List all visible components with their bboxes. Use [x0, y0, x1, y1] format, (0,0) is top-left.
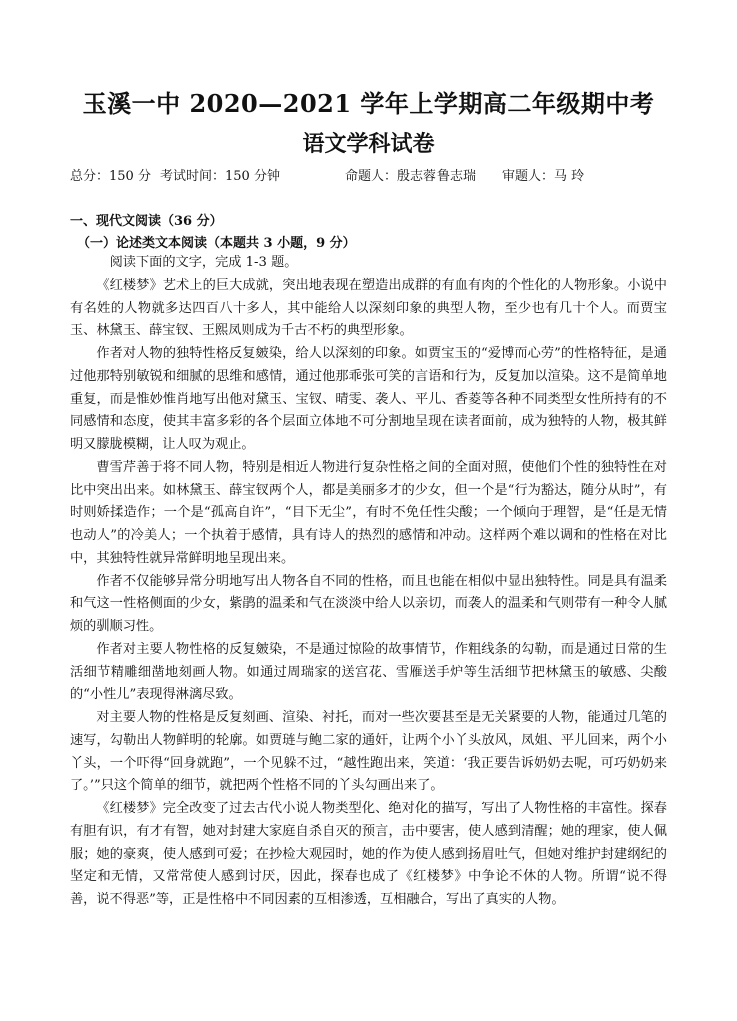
section-heading: 一、现代文阅读（36 分） [70, 214, 223, 229]
passage-paragraph: 对主要人物的性格是反复刻画、渲染、衬托，而对一些次要甚至是无关紧要的人物，能通过几笔的速写，勾勒出人物鲜明的轮廓。如贾琏与鲍二家的通奸，让两个小丫头放风，凤姐、平儿回来，两个小丫头，一个吓得“回身就跑”，一个见躲不过，“越性跑出来，笑道：‘我正要告诉奶奶去呢，可巧奶奶来了。’”只这个简单的细节，就把两个性格不同的丫头勾画出来了。 [70, 710, 667, 794]
passage-paragraph: 作者对人物的独特性格反复皴染，给人以深刻的印象。如贾宝玉的“爱博而心劳”的性格特征，是通过他那特别敏锐和细腻的思维和感情，通过他那乖张可笑的言语和行为，反复加以渲染。这不是简单地重复，而是惟妙惟肖地写出他对黛玉、宝钗、晴雯、袭人、平儿、香菱等各种不同类型女性所持有的不同感情和态度，使其丰富多彩的各个层面立体地不可分割地呈现在读者面前，成为独特的人物，极其鲜明又朦胧模糊，让人叹为观止。 [70, 346, 667, 452]
passage-paragraph: 作者不仅能够异常分明地写出人物各自不同的性格，而且也能在相似中显出独特性。同是具有温柔和气这一性格侧面的少女，紫鹃的温柔和气在淡淡中给人以亲切，而袭人的温柔和气则带有一种令人腻烦的驯顺习性。 [70, 573, 667, 634]
reading-passage [70, 252, 667, 912]
passage-paragraph: 作者对主要人物性格的反复皴染，不是通过惊险的故事情节，作粗线条的勾勒，而是通过日常的生活细节精雕细凿地刻画人物。如通过周瑞家的送宫花、雪雁送手炉等生活细节把林黛玉的敏感、尖酸的“小性儿”表现得淋漓尽致。 [70, 641, 667, 703]
exam-meta [70, 165, 690, 184]
total-score: 总分：150 分 [70, 169, 151, 184]
reviewer: 审题人：马 玲 [502, 169, 585, 184]
exam-time: 考试时间：150 分钟 [160, 169, 280, 184]
exam-title: 玉溪一中 2020—2021 学年上学期高二年级期中考 [82, 89, 655, 118]
passage-instruction: 阅读下面的文字，完成 1-3 题。 [109, 255, 298, 270]
passage-paragraph: 《红楼梦》艺术上的巨大成就，突出地表现在塑造出成群的有血有肉的个性化的人物形象。小说中有名姓的人物就多达四百八十多人，其中能给人以深刻印象的典型人物，至少也有几十个人。而贾宝玉、林黛玉、薛宝钗、王熙凤则成为千古不朽的典型形象。 [70, 277, 667, 339]
passage-paragraph: 曹雪芹善于将不同人物，特别是相近人物进行复杂性格之间的全面对照，使他们个性的独特性在对比中突出出来。如林黛玉、薛宝钗两个人，都是美丽多才的少女，但一个是“行为豁达，随分从时”，有时则娇揉造作；一个是“孤高自许”，“目下无尘”，有时不免任性尖酸；一个倾向于理智，是“任是无情也动人”的冷美人；一个执着于感情，具有诗人的热烈的感情和冲动。这样两个难以调和的性格在对比中，其独特性就异常鲜明地呈现出来。 [70, 459, 667, 566]
exam-subtitle: 语文学科试卷 [302, 131, 435, 157]
question-author-2: 鲁志瑞 [437, 169, 477, 184]
subsection-heading: （一）论述类文本阅读（本题共 3 小题，9 分） [77, 236, 356, 251]
passage-paragraph: 《红楼梦》完全改变了过去古代小说人物类型化、绝对化的描写，写出了人物性格的丰富性。探春有胆有识，有才有智，她对封建大家庭自杀自灭的预言，击中要害，使人感到清醒；她的理家，使人佩服；她的豪爽，使人感到可爱；在抄检大观园时，她的作为使人感到扬眉吐气，但她对维护封建纲纪的坚定和无情，又常常使人感到讨厌，因此，探春也成了《红楼梦》中争论不休的人物。所谓“说不得善，说不得恶”等，正是性格中不同因素的互相渗透，互相融合，写出了真实的人物。 [70, 801, 667, 907]
question-author: 命题人：殷志蓉 [345, 169, 437, 184]
